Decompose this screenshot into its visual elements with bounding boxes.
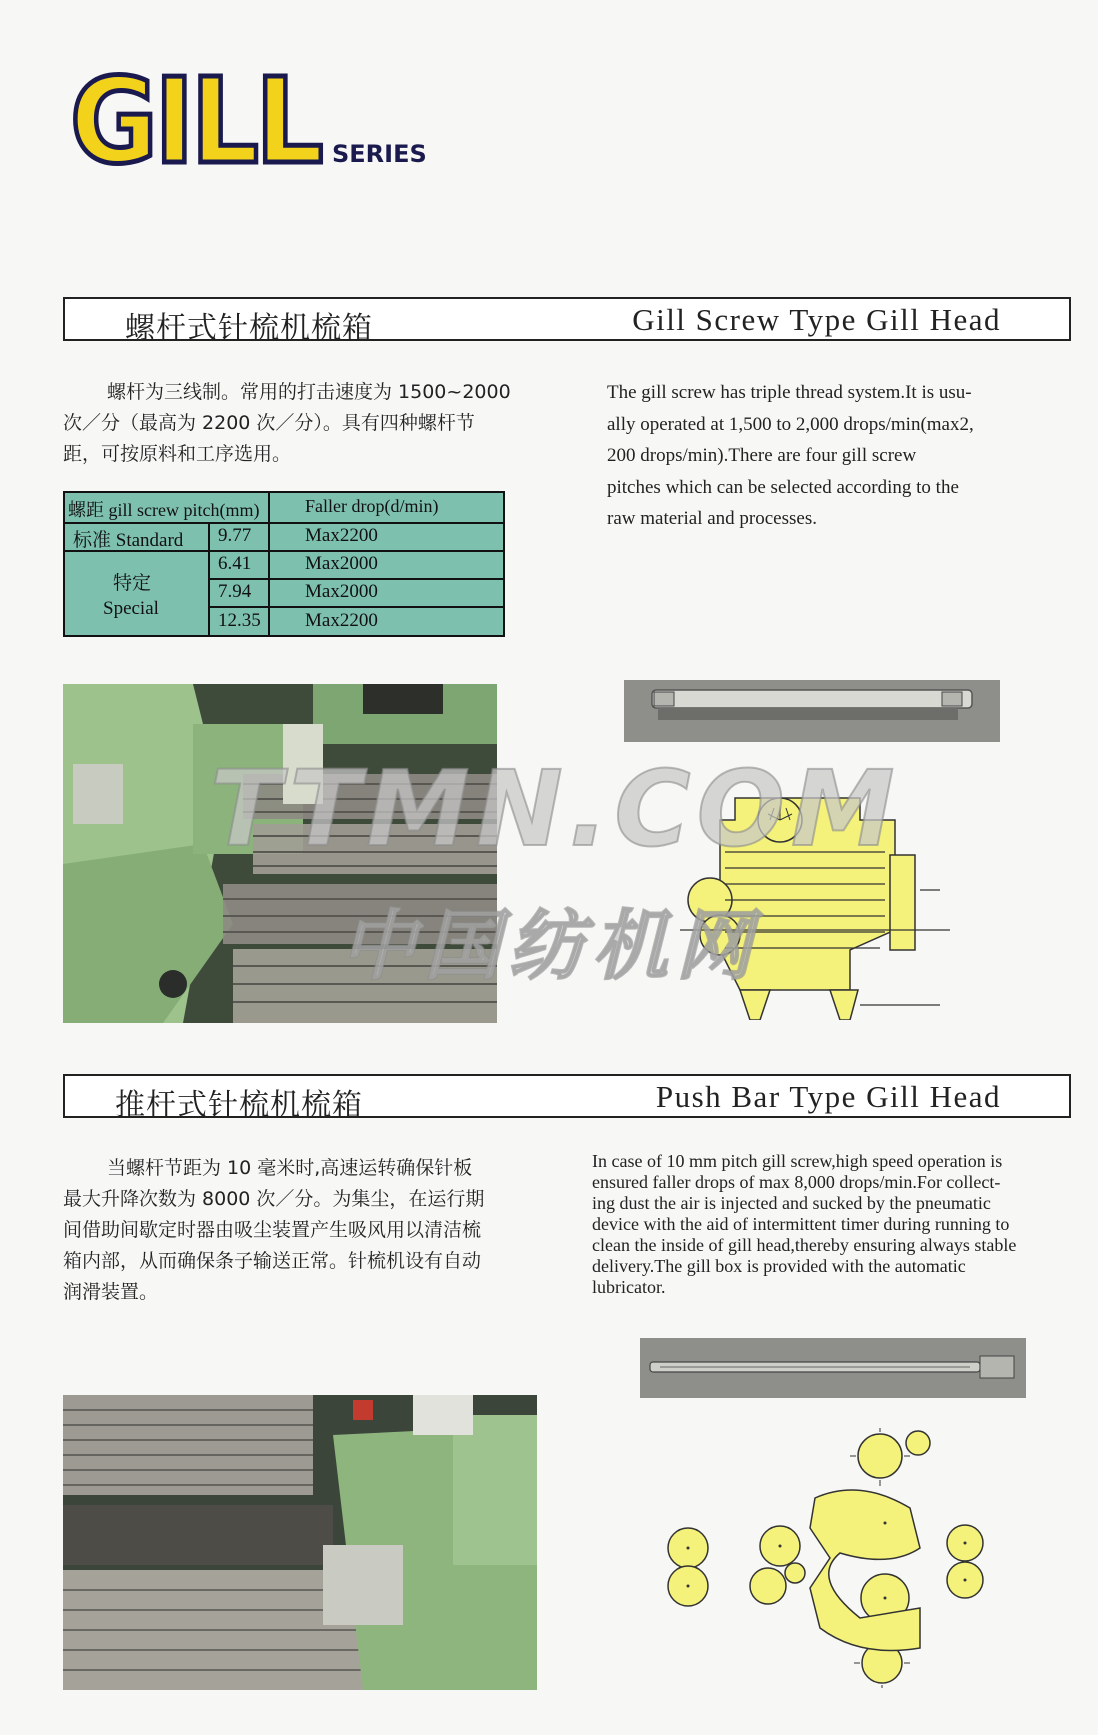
text-line: 螺杆为三线制。常用的打击速度为 1500~2000 [107,381,511,403]
section-header-gill-screw [63,297,1071,346]
text-line: delivery.The gill box is provided with the automatic [592,1256,966,1276]
text-line: 200 drops/min).There are four gill screw [607,445,917,466]
text-line: lubricator. [592,1277,666,1297]
text-line: 间借助间歇定时器由吸尘装置产生吸风用以清洁梳 [63,1219,482,1241]
text-line: The gill screw has triple thread system.It is usu- [607,382,972,403]
gill-series-logo [70,58,430,173]
text-line: In case of 10 mm pitch gill screw,high speed operation is [592,1151,1003,1171]
table-header-pitch: 螺距 gill screw pitch(mm) [68,500,260,520]
text-line: 当螺杆节距为 10 毫米时,高速运转确保针板 [107,1157,473,1179]
text-line: raw material and processes. [607,508,817,529]
text-line: 次／分（最高为 2200 次／分）。具有四种螺杆节 [63,412,475,434]
table-cell-drop: Max2000 [305,553,378,574]
push-bar-photo [640,1338,1026,1398]
table-cell-pitch: 6.41 [218,553,252,574]
table-special-label-en: Special [103,598,159,619]
watermark-cn: 中国纺机网 [340,901,760,990]
table-cell-drop: Max2200 [305,610,378,631]
section2-en-paragraph [592,1151,1072,1298]
text-line: pitches which can be selected according to the [607,476,959,498]
watermark-en: TTMN.COM [210,748,901,870]
text-line: clean the inside of gill head,thereby ensuring always stable [592,1235,1017,1255]
push-bar-machine-photo [63,1395,537,1690]
text-line: 箱内部，从而确保条子输送正常。针梳机设有自动 [63,1250,482,1272]
text-line: ensured faller drops of max 8,000 drops/min.For collect- [592,1172,1001,1192]
pitch-table [63,491,505,637]
logo-sub: SERIES [332,140,427,168]
section-header-push-bar [63,1074,1071,1123]
section-title-en: Gill Screw Type Gill Head [632,302,1001,337]
section2-cn-paragraph [63,1153,533,1308]
section-title-cn: 推杆式针梳机梳箱 [115,1088,363,1123]
table-cell-drop: Max2000 [305,581,378,602]
table-header-drop: Faller drop(d/min) [305,496,439,516]
table-cell-drop: Max2200 [305,525,378,546]
section-title-cn: 螺杆式针梳机梳箱 [125,311,373,346]
section1-cn-paragraph [63,377,533,470]
section-title-en: Push Bar Type Gill Head [655,1079,1001,1114]
section1-en-paragraph [607,377,1007,535]
table-cell-pitch: 12.35 [218,610,261,631]
table-special-label-cn: 特定 [113,573,152,594]
push-bar-diagram [660,1428,990,1688]
text-line: ally operated at 1,500 to 2,000 drops/min(max2, [607,413,974,435]
text-line: device with the aid of intermittent timer during running to [592,1214,1010,1234]
text-line: 距，可按原料和工序选用。 [63,443,292,465]
table-cell-pitch: 9.77 [218,525,252,546]
text-line: 润滑装置。 [63,1281,159,1303]
text-line: ing dust the air is injected and sucked by the pneumatic [592,1193,991,1213]
logo-word: GILL [70,58,321,173]
table-cell-pitch: 7.94 [218,581,252,602]
text-line: 最大升降次数为 8000 次／分。为集尘，在运行期 [63,1188,485,1210]
faller-bar-photo [624,680,1000,742]
table-standard-label: 标准 Standard [73,530,184,551]
